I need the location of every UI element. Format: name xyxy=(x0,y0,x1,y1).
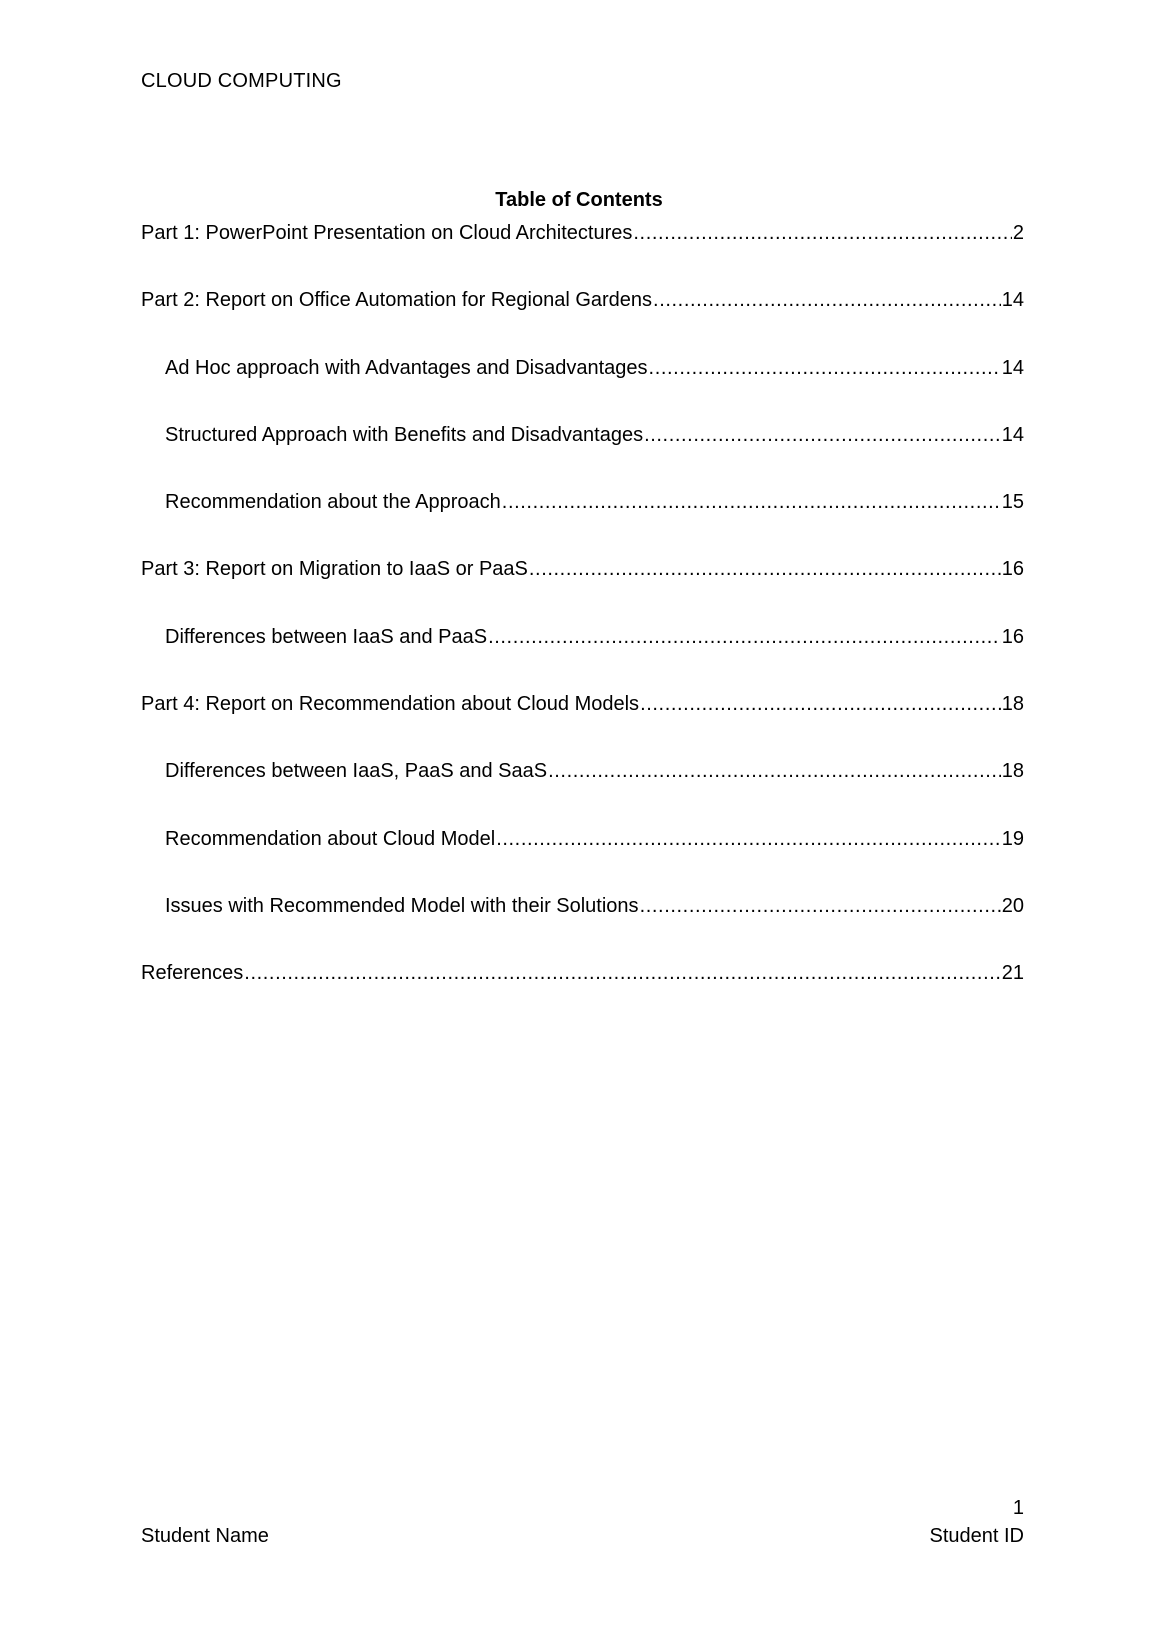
toc-dot-leader xyxy=(502,490,1001,514)
toc-entry-text: Structured Approach with Benefits and Disadvantages xyxy=(165,423,644,446)
toc-dot-leader xyxy=(488,625,1001,649)
toc-dot-leader xyxy=(496,827,1001,851)
toc-page-number: 14 xyxy=(1001,423,1024,446)
toc-entry-text: Recommendation about the Approach xyxy=(165,491,501,514)
toc-dot-leader xyxy=(548,759,1001,783)
toc-page-number: 16 xyxy=(1001,625,1024,648)
toc-entry-text: Differences between IaaS and PaaS xyxy=(165,625,488,648)
toc-page-number: 16 xyxy=(1001,558,1024,581)
toc-dot-leader xyxy=(640,894,1001,918)
toc-entry-text: Part 3: Report on Migration to IaaS or PaaS xyxy=(141,558,528,581)
toc-dot-leader xyxy=(633,221,1011,245)
toc-entry-text: Part 4: Report on Recommendation about Cloud Models xyxy=(141,693,640,716)
toc-dot-leader xyxy=(640,692,1001,716)
toc-page-number: 2 xyxy=(1012,222,1024,244)
toc-page-number: 21 xyxy=(1001,962,1024,985)
toc-entry-part-1[interactable] xyxy=(141,221,1024,288)
table-of-contents xyxy=(141,221,1024,1029)
toc-page-number: 15 xyxy=(1001,491,1024,514)
toc-entry-part-4[interactable] xyxy=(141,692,1024,759)
toc-entry-text: Recommendation about Cloud Model xyxy=(165,827,496,850)
toc-entry-recommendation-approach[interactable] xyxy=(141,490,1024,557)
toc-entry-text: Differences between IaaS, PaaS and SaaS xyxy=(165,760,548,783)
toc-title: Table of Contents xyxy=(495,189,663,211)
toc-entry-part-3[interactable] xyxy=(141,557,1024,624)
toc-entry-issues-solutions[interactable] xyxy=(141,894,1024,961)
toc-dot-leader xyxy=(529,557,1001,581)
footer-student-id: Student ID xyxy=(929,1525,1024,1547)
toc-entry-ad-hoc-approach[interactable] xyxy=(141,356,1024,423)
toc-dot-leader xyxy=(653,288,1001,312)
toc-entry-structured-approach[interactable] xyxy=(141,423,1024,490)
footer-student-name: Student Name xyxy=(141,1525,269,1547)
toc-dot-leader xyxy=(644,423,1001,447)
toc-entry-text: References xyxy=(141,962,244,985)
toc-page-number: 20 xyxy=(1001,894,1024,917)
toc-page-number: 14 xyxy=(1001,356,1024,379)
toc-entry-iaas-paas-saas-differences[interactable] xyxy=(141,759,1024,826)
running-header: CLOUD COMPUTING xyxy=(141,70,342,92)
toc-dot-leader xyxy=(244,961,1000,985)
toc-entry-text: Part 1: PowerPoint Presentation on Cloud Architectures xyxy=(141,222,633,244)
toc-page-number: 14 xyxy=(1001,289,1024,312)
toc-page-number: 18 xyxy=(1001,693,1024,716)
toc-entry-recommendation-cloud-model[interactable] xyxy=(141,827,1024,894)
toc-dot-leader xyxy=(649,356,1001,380)
toc-entry-part-2[interactable] xyxy=(141,288,1024,355)
toc-page-number: 18 xyxy=(1001,760,1024,783)
toc-entry-iaas-paas-differences[interactable] xyxy=(141,625,1024,692)
toc-entry-text: Part 2: Report on Office Automation for Regional Gardens xyxy=(141,289,653,312)
toc-entry-text: Issues with Recommended Model with their Solutions xyxy=(165,894,639,917)
toc-page-number: 19 xyxy=(1001,827,1024,850)
toc-entry-references[interactable] xyxy=(141,961,1024,1028)
page-number: 1 xyxy=(1012,1497,1024,1519)
toc-entry-text: Ad Hoc approach with Advantages and Disadvantages xyxy=(165,356,648,379)
